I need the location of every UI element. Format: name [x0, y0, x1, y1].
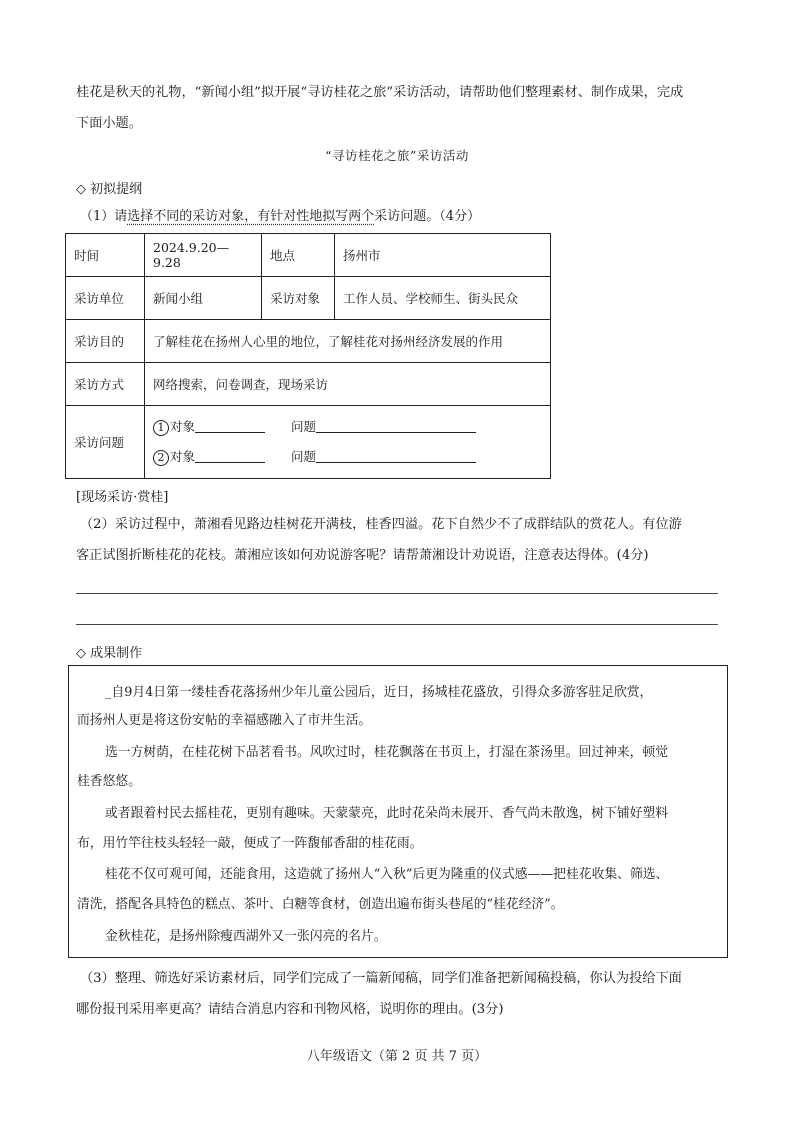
table-row: [66, 363, 551, 406]
unit-value: 新闻小组: [145, 277, 262, 320]
section-heading-onsite: [现场采访·赏桂]: [76, 490, 169, 505]
question-row-1: [153, 412, 542, 442]
object-label-1: 对象: [170, 419, 196, 434]
question-row-2: [153, 442, 542, 472]
table-row: [66, 320, 551, 363]
purpose-value: 了解桂花在扬州人心里的地位，了解桂花对扬州经济发展的作用: [145, 320, 551, 363]
questions-label: 采访问题: [66, 406, 145, 479]
news-article-box: [68, 665, 728, 958]
table-row: [66, 277, 551, 320]
question-blank-1[interactable]: [316, 418, 476, 433]
intro-line-2: 下面小题。: [76, 116, 142, 131]
object-label-2: 对象: [170, 449, 196, 464]
article-p3-line-1: 或者跟着村民去摇桂花，更别有趣味。天蒙蒙亮，此时花朵尚未展开、香气尚未散逸，树下铺好塑料: [105, 806, 669, 821]
questions-cell: [145, 406, 551, 479]
table-row: [66, 406, 551, 479]
question-1-prompt: [80, 205, 480, 224]
answer-line-1[interactable]: [76, 593, 718, 594]
purpose-label: 采访目的: [66, 320, 145, 363]
interview-plan-table: [65, 233, 551, 479]
number-1-circle: 1: [153, 420, 169, 436]
method-value: 网络搜索，问卷调查，现场采访: [145, 363, 551, 406]
article-p2-line-1: 选一方树荫，在桂花树下品茗看书。风吹过时，桂花飘落在书页上，打湿在茶汤里。回过神来，顿觉: [105, 745, 669, 760]
question-blank-2[interactable]: [316, 448, 476, 463]
intro-line-1: 桂花是秋天的礼物，“新闻小组”拟开展“寻访桂花之旅”采访活动，请帮助他们整理素材、制作成果，完成: [76, 85, 684, 100]
article-p3-line-2: 布，用竹竿往枝头轻轻一敲，便成了一阵馥郁香甜的桂花雨。: [77, 836, 423, 851]
question-label-1: 问题: [290, 419, 316, 434]
article-p4-line-2: 清洗，搭配各具特色的糕点、茶叶、白糖等食材，创造出遍布街头巷尾的“桂花经济”。: [77, 897, 564, 912]
method-label: 采访方式: [66, 363, 145, 406]
question-2-line-2: 客正试图折断桂花的花枝。萧湘应该如何劝说游客呢？请帮萧湘设计劝说语，注意表达得体。(4分): [76, 548, 649, 563]
question-1-emphasis: 选择不同的采访对象，有针对性地拟写两个: [127, 209, 375, 224]
question-1-suffix: 采访问题。（4分）: [374, 209, 481, 224]
answer-line-2[interactable]: [76, 624, 718, 625]
question-3-line-2: 哪份报刊采用率更高？请结合消息内容和刊物风格，说明你的理由。(3分): [76, 1002, 504, 1017]
unit-label: 采访单位: [66, 277, 145, 320]
target-label: 采访对象: [262, 277, 335, 320]
article-p2-line-2: 桂香悠悠。: [77, 774, 141, 789]
question-2-line-1: （2）采访过程中，萧湘看见路边桂树花开满枝，桂香四溢。花下自然少不了成群结队的赏花人。有位游: [80, 517, 682, 532]
page-footer: 八年级语文（第 2 页 共 7 页）: [306, 1049, 488, 1064]
activity-title: “寻访桂花之旅”采访活动: [325, 148, 469, 163]
time-value: 2024.9.20—9.28: [145, 234, 262, 277]
article-p4-line-1: 桂花不仅可观可闻，还能食用，这造就了扬州人“入秋”后更为隆重的仪式感——把桂花收集、筛选、: [105, 867, 669, 882]
object-blank-1[interactable]: [195, 418, 265, 433]
section-heading-results: ◇ 成果制作: [76, 646, 143, 661]
time-label: 时间: [66, 234, 145, 277]
section-heading-outline: ◇ 初拟提纲: [76, 182, 143, 197]
article-p1-line-2: 而扬州人更是将这份安帖的幸福感融入了市井生活。: [77, 713, 372, 728]
table-row: [66, 234, 551, 277]
question-1-prefix: （1）请: [80, 209, 128, 224]
article-p5-line-1: 金秋桂花，是扬州除瘦西湖外又一张闪亮的名片。: [105, 929, 387, 944]
article-p1-line-1: _自9月4日第一缕桂香花落扬州少年儿童公园后，近日，扬城桂花盛放，引得众多游客驻足欣赏，: [105, 685, 653, 700]
object-blank-2[interactable]: [195, 448, 265, 463]
number-2-circle: 2: [153, 450, 169, 466]
target-value: 工作人员、学校师生、街头民众: [335, 277, 551, 320]
place-value: 扬州市: [335, 234, 551, 277]
question-label-2: 问题: [290, 449, 316, 464]
question-3-line-1: （3）整理、筛选好采访素材后，同学们完成了一篇新闻稿，同学们准备把新闻稿投稿，你认为投给下面: [80, 971, 682, 986]
place-label: 地点: [262, 234, 335, 277]
